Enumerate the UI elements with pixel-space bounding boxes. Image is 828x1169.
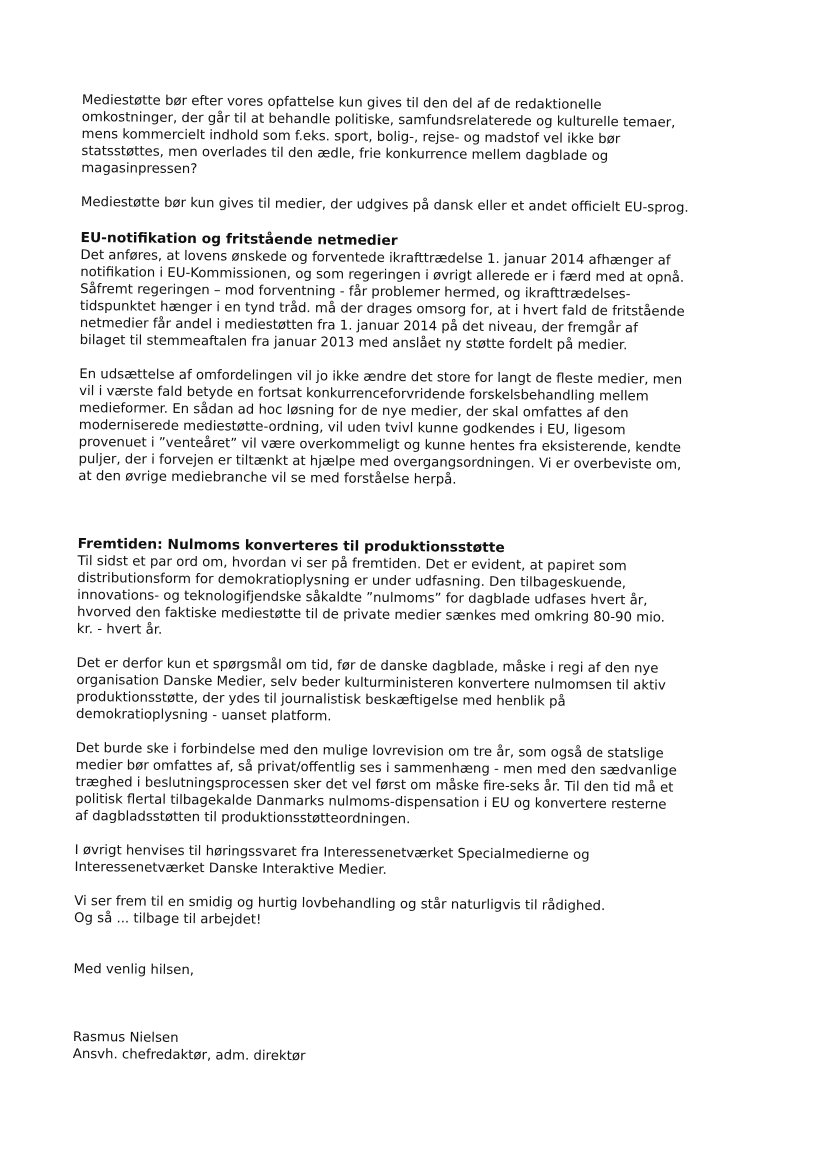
text-line: En udsættelse af omfordelingen vil jo ikke ændre det store for langt de fleste medier, men <box>79 366 683 388</box>
paragraph <box>76 655 745 729</box>
text-line: Såfremt regeringen – mod forventning - får problemer hermed, og ikrafttrædelses- <box>80 281 631 303</box>
paragraph <box>80 247 749 355</box>
section-eu-notification <box>78 230 748 491</box>
text-line: bilaget til stemmeaftalen fra januar 2013 med anslået ny støtte fordelt på medier. <box>79 332 628 354</box>
text-line: tidspunktet hænger i en tynd tråd. må der drages omsorg for, at i hvert fald de fritstående <box>79 298 685 320</box>
text-line: Det anføres, at lovens ønskede og forventede ikrafttrædelse 1. januar 2014 afhænger af <box>80 247 671 269</box>
text-line: produktionsstøtte, der ydes til journalistisk beskæftigelse med henblik på <box>76 689 566 710</box>
text-line: I øvrigt henvises til høringssvaret fra Interessenetværket Specialmedierne og <box>74 842 590 863</box>
text-line: netmedier får andel i mediestøtten fra 1. januar 2014 på det niveau, der fremgår af <box>79 315 638 337</box>
paragraph <box>75 740 744 831</box>
text-line: kr. - hvert år. <box>76 621 163 638</box>
text-line: hvorved den faktiske mediestøtte til de private medier sænkes med omkring 80-90 mio. <box>76 604 666 626</box>
text-line: distributionsform for demokratioplysning er under udfasning. Den tilbageskuende, <box>77 570 627 592</box>
text-line: provenuet i ”venteåret” vil være overkommeligt og kunne hentes fra eksisterende, kendte <box>78 434 682 456</box>
text-line: Til sidst et par ord om, hvordan vi ser på fremtiden. Det er evident, at papiret som <box>77 553 627 575</box>
text-line: træghed i beslutningsprocessen sker det vel først om måske fire-seks år. Til den tid må et <box>75 774 674 796</box>
text-line: innovations- og teknologifjendske såkaldte ”nulmoms” for dagblade udfases hvert år, <box>77 587 648 609</box>
text-line: Vi ser frem til en smidig og hurtig lovbehandling og står naturligvis til rådighed. <box>74 893 606 915</box>
paragraph <box>78 366 747 491</box>
text-line: medieformer. En sådan ad hoc løsning for de nye medier, der skal omfattes af den <box>78 400 629 422</box>
text-line: mens kommercielt indhold som f.eks. sport, bolig-, rejse- og madstof vel ikke bør <box>81 126 621 148</box>
text-line: demokratioplysning - uanset platform. <box>75 706 332 725</box>
paragraph <box>74 893 742 933</box>
text-line: vil i værste fald betyde en fortsat konkurrenceforvridende forskelsbehandling mellem <box>79 383 649 405</box>
text-line: Mediestøtte bør kun gives til medier, der udgives på dansk eller et andet officielt EU-sprog. <box>80 194 689 216</box>
text-line: Mediestøtte bør efter vores opfattelse kun gives til den del af de redaktionelle <box>81 92 602 113</box>
text-line: notifikation i EU-Kommissionen, og som regeringen i øvrigt allerede er i færd med at opnå. <box>80 264 685 286</box>
text-line: Og så ... tilbage til arbejdet! <box>73 910 262 928</box>
section-heading: EU-notifikation og fritstående netmedier <box>80 229 398 250</box>
text-line: Interessenetværket Danske Interaktive Medier. <box>74 859 387 878</box>
text-line: at den øvrige mediebranche vil se med forståelse herpå. <box>78 468 457 488</box>
section-heading: Fremtiden: Nulmoms konverteres til produktionsstøtte <box>77 535 505 557</box>
text-line: puljer, der i forvejen er tiltænkt at hjælpe med overgangsordningen. Vi er overbeviste om, <box>78 451 682 473</box>
text-line: magasinpressen? <box>81 160 198 178</box>
paragraph <box>77 553 746 644</box>
text-line: moderniserede mediestøtte-ordning, vil uden tvivl kunne godkendes i EU, ligesom <box>78 417 626 439</box>
text-line: Det er derfor kun et spørgsmål om tid, før de danske dagblade, måske i regi af den nye <box>76 655 659 677</box>
text-line: politisk flertal tilbagekalde Danmarks nulmoms-dispensation i EU og konvertere resterne <box>75 791 667 813</box>
closing-salutation: Med venlig hilsen, <box>73 961 195 979</box>
signer-name: Rasmus Nielsen <box>72 1029 179 1046</box>
paragraph-language-requirement <box>81 194 749 217</box>
text-line: omkostninger, der går til at behandle politiske, samfundsrelaterede og kulturelle temaer, <box>81 109 676 131</box>
paragraph-media-support-scope <box>81 92 750 183</box>
signer-title: Ansvh. chefredaktør, adm. direktør <box>72 1046 306 1065</box>
text-line: af dagbladsstøtten til produktionsstøtteordningen. <box>74 808 411 828</box>
text-line: medier bør omfattes af, så privat/offentlig ses i sammenhæng - men med den sædvanlige <box>75 757 677 779</box>
text-line: statsstøttes, men overlades til den ædle, frie konkurrence mellem dagblade og <box>81 143 609 165</box>
text-line: Det burde ske i forbindelse med den mulige lovrevision om tre år, som også de statslige <box>75 740 664 762</box>
signature-block <box>73 1029 741 1069</box>
letter-body <box>73 92 750 1069</box>
section-future-nulmoms <box>74 536 746 933</box>
paragraph <box>74 842 742 882</box>
text-line: organisation Danske Medier, selv beder kulturministeren konvertere nulmomsen til aktiv <box>76 672 666 694</box>
